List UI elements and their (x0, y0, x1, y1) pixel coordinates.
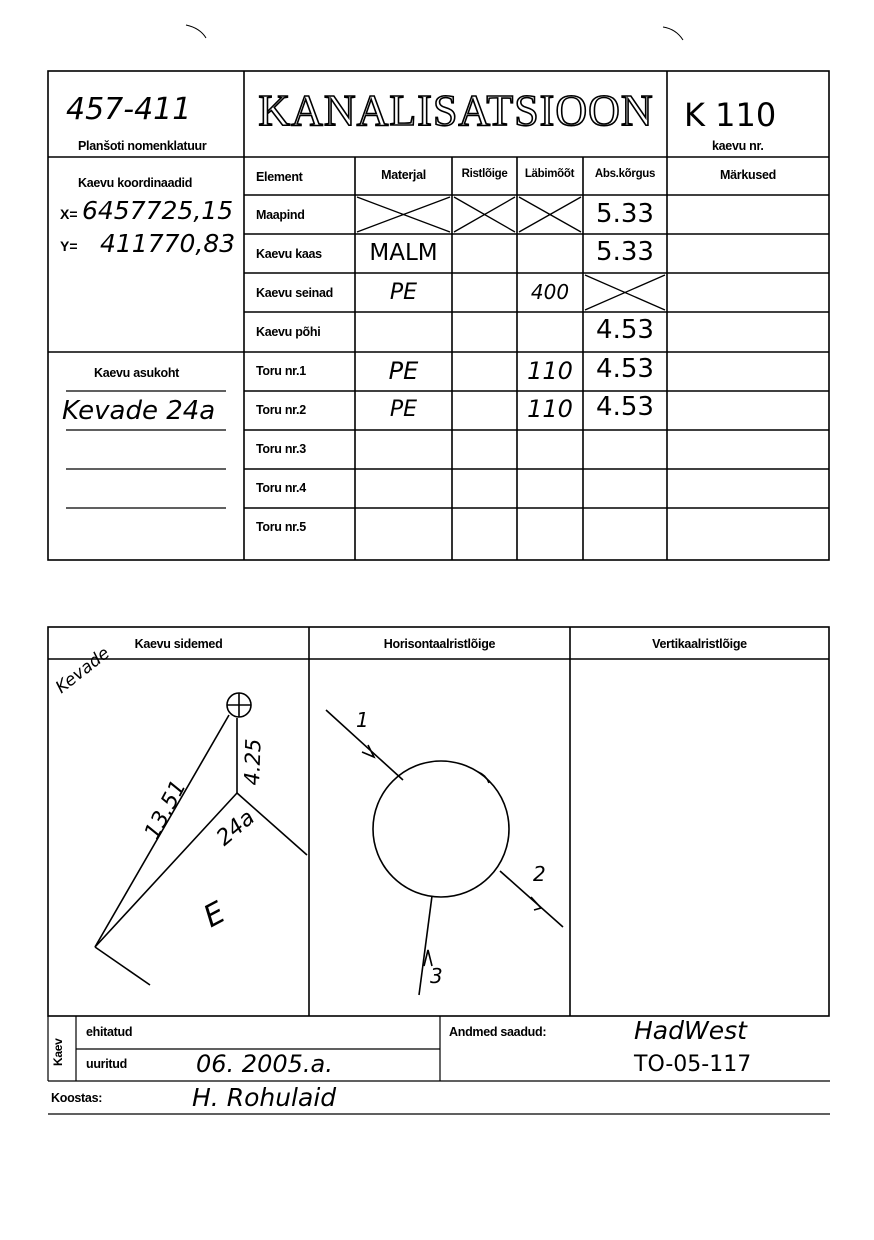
row-element: Kaevu põhi (256, 325, 321, 339)
header-diameter: Läbimõõt (524, 168, 575, 180)
cell-material: PE (388, 357, 419, 385)
punch-mark-right (663, 27, 683, 40)
built-label: ehitatud (86, 1025, 133, 1039)
kaev-label: Kaev (51, 1038, 65, 1066)
cell-elevation: 5.33 (596, 237, 654, 267)
data-source-label: Andmed saadud: (449, 1025, 547, 1039)
row-element: Toru nr.3 (256, 442, 306, 456)
punch-mark-left (186, 25, 206, 38)
surveyed-label: uuritud (86, 1057, 127, 1071)
pipe-3-label: 3 (430, 964, 443, 988)
row-element: Toru nr.2 (256, 403, 306, 417)
cell-diameter: 110 (527, 357, 573, 385)
ties-panel-title: Kaevu sidemed (134, 637, 223, 651)
coords-label: Kaevu koordinaadid (78, 176, 193, 190)
distance-short-label: 4.25 (240, 738, 266, 786)
cell-diameter: 110 (527, 395, 573, 423)
header-elevation: Abs.kõrgus (594, 168, 656, 180)
street-label: Kevade (52, 643, 114, 698)
location-label: Kaevu asukoht (94, 366, 180, 380)
header-section: Ristlõige (461, 168, 508, 180)
header-material: Materjal (381, 168, 426, 182)
house-number-label: 24a (212, 805, 260, 852)
ties-sketch-lines (95, 693, 307, 985)
nomenclature-label: Planšoti nomenklatuur (78, 139, 207, 153)
row-element: Toru nr.5 (256, 520, 306, 534)
row-element: Maapind (256, 208, 305, 222)
cell-elevation: 4.53 (596, 392, 654, 422)
x-value: 6457725,15 (82, 196, 234, 225)
well-number-label: kaevu nr. (712, 139, 764, 153)
row-element: Kaevu kaas (256, 247, 322, 261)
cell-diameter: 400 (530, 280, 570, 304)
data-source-value: HadWest (634, 1016, 747, 1045)
nomenclature-value: 457-411 (66, 92, 192, 127)
cell-material: PE (389, 397, 418, 422)
header-element: Element (256, 170, 303, 184)
horizontal-sketch-lines (326, 710, 563, 995)
cell-elevation: 4.53 (596, 315, 654, 345)
form-title: KANALISATSIOON (258, 86, 654, 135)
pipe-2-label: 2 (533, 862, 546, 886)
y-value: 411770,83 (100, 229, 236, 258)
row-element: Kaevu seinad (256, 286, 333, 300)
surveyed-value: 06. 2005.a. (196, 1050, 333, 1078)
cell-elevation: 5.33 (596, 199, 654, 229)
row-element: Toru nr.4 (256, 481, 306, 495)
distance-long-label: 13.51 (140, 776, 192, 844)
data-code-value: TO-05-117 (634, 1052, 752, 1077)
x-label: X= (60, 206, 78, 222)
cell-material: MALM (369, 240, 438, 266)
location-value: Kevade 24a (62, 396, 216, 426)
y-label: Y= (60, 238, 78, 254)
vertical-panel-title: Vertikaalristlõige (652, 637, 747, 651)
house-mark-label: E (198, 895, 232, 935)
compiled-value: H. Rohulaid (192, 1083, 337, 1112)
row-element: Toru nr.1 (256, 364, 306, 378)
horizontal-panel-title: Horisontaalristlõige (383, 637, 496, 651)
compiled-label: Koostas: (51, 1091, 103, 1105)
cell-elevation: 4.53 (596, 354, 654, 384)
well-number-value: K 110 (684, 96, 777, 134)
header-notes: Märkused (720, 168, 776, 182)
cell-material: PE (389, 280, 418, 305)
pipe-1-label: 1 (356, 708, 369, 732)
